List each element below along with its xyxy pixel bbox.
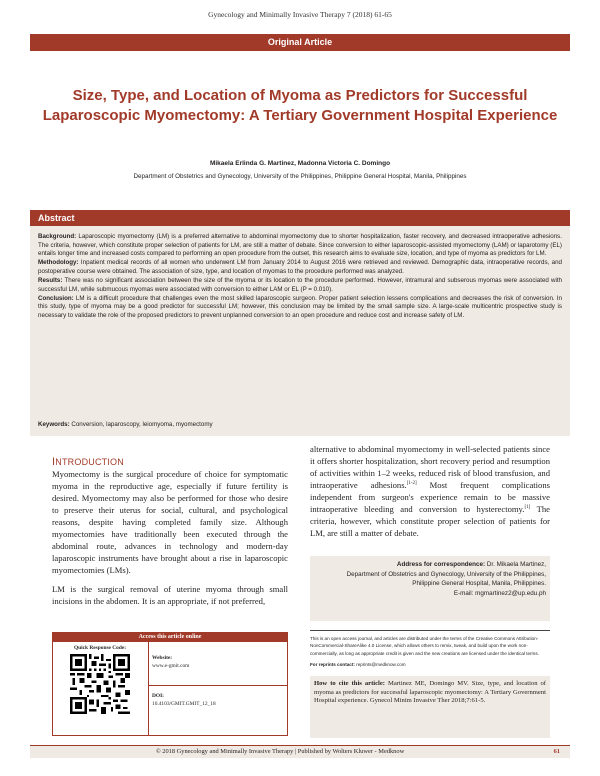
conclusion-text: LM is a difficult procedure that challenges even the most skilled laparoscopic surgeon. Proper patient selection lessens complications and decreases the risk of conversion. In this study, type of myoma may be a good predictor for successful LM; however, this conclusion may be limited by the small sample size. A large-scale multicentric prospective study is necessary to validate the role of the proposed predictors to prevent unplanned conversion to an open procedure and reduce cost and increase safety of LM.: [38, 294, 562, 319]
abstract-methodology: [38, 259, 562, 276]
right-text-a: alternative to abdominal myomectomy in well-selected patients since it offers shorter hospitalization, short recovery period and resumption of activities within 1–2 weeks, reduced risk of blood transfusion, and intraoperative adhesions.: [310, 444, 550, 490]
qr-code-label: Quick Response Code:: [73, 645, 127, 651]
qr-code-icon[interactable]: [70, 654, 130, 714]
intro-paragraph-2: LM is the surgical removal of uterine myoma through small incisions in the abdomen. It is an appropriate, if not preferred,: [52, 584, 288, 606]
background-text: Laparoscopic myomectomy (LM) is a preferred alternative to abdominal myomectomy due to shorter hospitalization, faster recovery, and decreased intraoperative adhesions. The criteria, however, which constitute proper selection of patients for LM, are still a matter of debate. Since conversion to either laparoscopic-assisted myomectomy (LAM) or laparotomy (EL) entails longer time and increased costs compared to performing an open procedure from the outset, this research aims to evaluate size, location, and type of myoma as predictors for LM.: [38, 233, 562, 258]
abstract-results: [38, 277, 562, 294]
citation: [314, 680, 546, 706]
keywords-text: Conversion, laparoscopy, leiomyoma, myomectomy: [71, 421, 213, 428]
abstract-body: [38, 233, 562, 321]
correspondence: [314, 560, 546, 598]
page-number: 61: [553, 748, 560, 755]
right-text-b: Most frequent complications independent from surgeon's experience remain to be massive intraoperative bleeding and conversion to hysterectomy.: [310, 480, 550, 514]
ref-1-2[interactable]: [1-2]: [406, 481, 417, 487]
correspondence-line-2: Philippine General Hospital, Manila, Philippines.: [412, 580, 546, 588]
access-panel-divider: [148, 642, 149, 736]
article-type-label: Original Article: [267, 37, 333, 47]
doi-link[interactable]: 10.4103/GMIT.GMIT_12_18: [152, 701, 216, 707]
results-label: Results:: [38, 276, 63, 284]
website-link[interactable]: www.e-gmit.com: [152, 663, 190, 669]
reprints-line: [310, 661, 550, 668]
reprints-email[interactable]: reprints@medknow.com: [354, 662, 406, 668]
ref-1[interactable]: [1]: [524, 505, 531, 511]
reprints-label: For reprints contact:: [310, 662, 355, 668]
abstract-heading: Abstract: [38, 213, 75, 223]
citation-text: Martinez ME, Domingo MV. Size, type, and location of myoma as predictors for successful laparoscopic myomectomy: A Tertiary Government Hospital experience. Gynecol Minim Invasive Ther 2018;7:61-5.: [314, 680, 546, 705]
keywords: [38, 421, 562, 428]
abstract-conclusion: [38, 295, 562, 321]
intro-paragraph-1: Myomectomy is the surgical procedure of choice for symptomatic myoma in the reproductive age, especially if future fertility is desired. Myomectomy may also be performed for those who desire to preserve their uterus for social, cultural, and psychological reasons, despite having completed family size. Although myomectomies have traditionally been executed through the abdominal route, advances in technology and modern-day laparoscopic instruments have brought about a rise in laparoscopic myomectomies (LMs).: [52, 469, 288, 575]
methodology-label: Methodology:: [38, 259, 79, 267]
conclusion-label: Conclusion:: [38, 294, 74, 302]
access-panel-rule: [149, 685, 288, 686]
abstract-background: [38, 233, 562, 259]
open-access-notice: [310, 630, 550, 669]
methodology-text: Inpatient medical records of all women who underwent LM from January 2014 to August 2016 were retrieved and reviewed. Demographic data, intraoperative records, and postoperative course were obtained. The association of size, type, and location of myomas to the procedure performed was analyzed.: [38, 259, 562, 275]
correspondence-email[interactable]: E-mail: mgmartinez2@up.edu.ph: [453, 589, 546, 597]
footer-copyright: © 2018 Gynecology and Minimally Invasive Therapy | Published by Wolters Kluwer - Medknow: [155, 748, 405, 755]
authors: Mikaela Erlinda G. Martinez, Madonna Victoria C. Domingo: [209, 160, 391, 167]
access-online-header: Access this article online: [52, 632, 288, 642]
results-text: There was no significant association between the size of the myoma or its location to the procedure performed. However, intramural and subserous myomas were associated with successful LM, while submucous myomas were associated with conversion to either LAM or EL (P = 0.010).: [38, 276, 562, 293]
correspondence-label: Address for correspondence:: [396, 561, 486, 568]
background-label: Background:: [38, 233, 77, 240]
running-head: Gynecology and Minimally Invasive Therapy 7 (2018) 61-65: [208, 10, 392, 19]
keywords-label: Keywords:: [38, 421, 70, 428]
right-text-c: The criteria, however, which constitute proper selection of patients for LM, are still a matter of debate.: [310, 504, 550, 538]
left-column: [52, 468, 288, 614]
citation-label: How to cite this article:: [314, 680, 385, 687]
abstract-header-bar: [30, 210, 570, 226]
right-column: [310, 443, 550, 539]
affiliation: Department of Obstetrics and Gynecology, University of the Philippines, Philippine General Hospital, Manila, Philippines: [133, 173, 467, 180]
website-label: Website:: [152, 655, 173, 661]
correspondence-line-1: Department of Obstetrics and Gynecology, University of the Philippines,: [346, 570, 546, 578]
doi-label: DOI:: [152, 693, 164, 699]
introduction-heading-cap: I: [52, 456, 56, 468]
article-title: Size, Type, and Location of Myoma as Predictors for Successful Laparoscopic Myomectomy: A Tertiary Government Hospital Experience: [42, 87, 558, 124]
correspondence-name: Dr. Mikaela Martinez,: [485, 561, 546, 568]
introduction-heading-rest: NTRODUCTION: [55, 457, 124, 467]
open-access-text: This is an open access journal, and articles are distributed under the terms of the Creative Commons Attribution-NonCommercial-ShareAlike 4.0 License, which allows others to remix, tweak, and build upon the work non-commercially, as long as appropriate credit is given and the new creations are licensed under the identical terms.: [310, 636, 539, 656]
introduction-heading: [52, 456, 124, 468]
